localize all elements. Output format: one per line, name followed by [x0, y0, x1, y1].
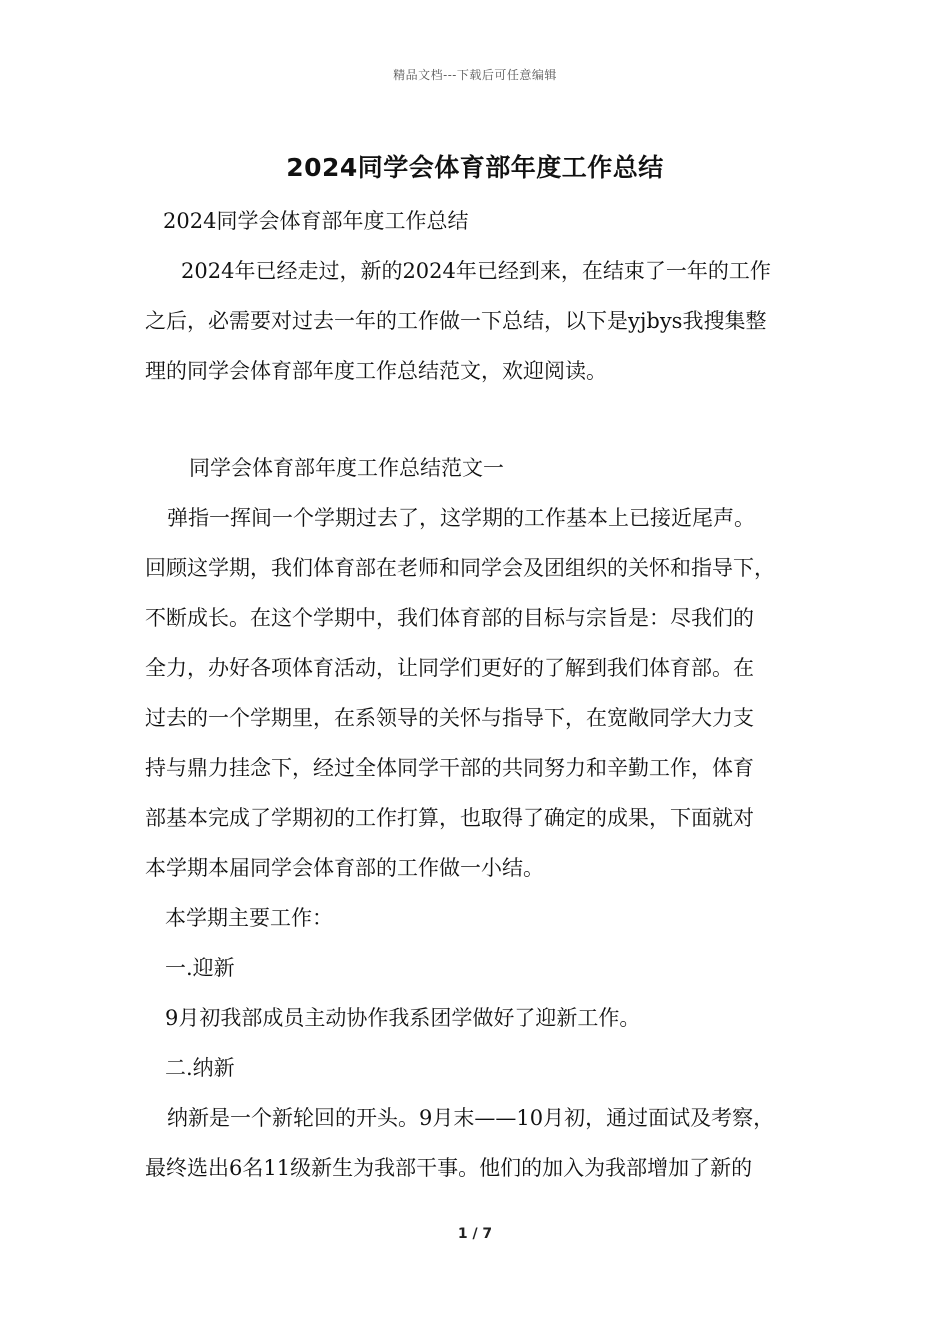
- paragraph-line: 部基本完成了学期初的工作打算，也取得了确定的成果，下面就对: [145, 806, 754, 830]
- subheading: 二.纳新: [165, 1056, 235, 1080]
- header-note: 精品文档---下载后可任意编辑: [393, 68, 557, 82]
- paragraph-line: 最终选出6名11级新生为我部干事。他们的加入为我部增加了新的: [145, 1156, 753, 1180]
- paragraph-line: 2024年已经走过，新的2024年已经到来，在结束了一年的工作: [181, 259, 771, 283]
- paragraph-line: 持与鼎力挂念下，经过全体同学干部的共同努力和辛勤工作，体育: [145, 756, 754, 780]
- paragraph-line: 弹指一挥间一个学期过去了，这学期的工作基本上已接近尾声。: [167, 506, 755, 530]
- subheading: 一.迎新: [165, 956, 235, 980]
- paragraph-line: 理的同学会体育部年度工作总结范文，欢迎阅读。: [145, 359, 607, 383]
- paragraph-line: 过去的一个学期里，在系领导的关怀与指导下，在宽敞同学大力支: [145, 706, 754, 730]
- paragraph-line: 不断成长。在这个学期中，我们体育部的目标与宗旨是：尽我们的: [145, 606, 754, 630]
- page-number: 1 / 7: [457, 1226, 493, 1242]
- paragraph-line: 本学期主要工作：: [165, 906, 333, 930]
- section-heading: 同学会体育部年度工作总结范文一: [189, 456, 504, 480]
- paragraph-line: 之后，必需要对过去一年的工作做一下总结，以下是yjbys我搜集整: [145, 309, 767, 333]
- paragraph-line: 全力，办好各项体育活动，让同学们更好的了解到我们体育部。在: [145, 656, 754, 680]
- paragraph-line: 回顾这学期，我们体育部在老师和同学会及团组织的关怀和指导下，: [145, 556, 775, 580]
- paragraph-line: 本学期本届同学会体育部的工作做一小结。: [145, 856, 544, 880]
- document-title: 2024同学会体育部年度工作总结: [286, 153, 664, 182]
- paragraph-line: 纳新是一个新轮回的开头。9月末——10月初，通过面试及考察，: [167, 1106, 775, 1130]
- paragraph-line: 9月初我部成员主动协作我系团学做好了迎新工作。: [165, 1006, 641, 1030]
- paragraph-line: 2024同学会体育部年度工作总结: [163, 209, 469, 233]
